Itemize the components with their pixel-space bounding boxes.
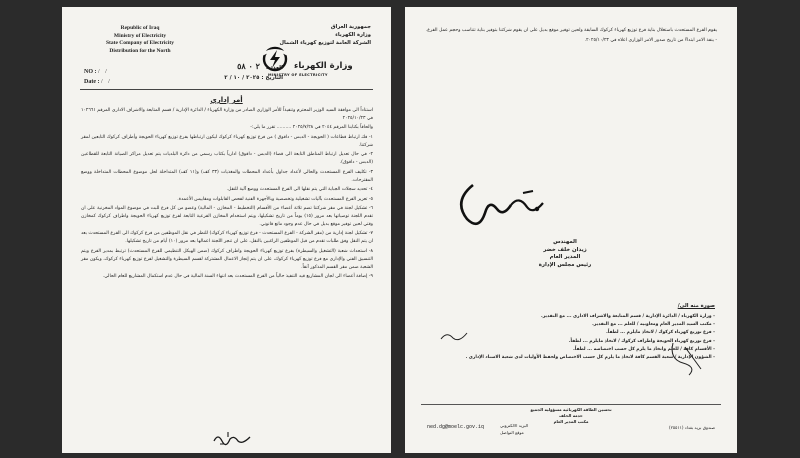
letterhead-line: Republic of Iraq bbox=[120, 25, 160, 31]
signatory-role-2: رئيس مجلس الإدارة bbox=[538, 261, 592, 268]
paragraph: ٧- تشكيل لجنة إدارية من (مقر الشركة - الفرع المستحدث - فرع توزيع كهرباء كركوك) للنظر في نقل الموظفين من فرع كركوك الى الفرع المستحدث بعد ان يتم النقل وفق طلبات تقدم من قبل الموظفين الراغبين بالنقل، على ان تنجز اللجنة اعمالها بعد مرور (١٠) أيام من تاريخ تشكيلها. bbox=[81, 231, 373, 245]
email-label: البريد الالكتروني bbox=[500, 423, 529, 428]
ref-label: العدد : bbox=[265, 65, 283, 71]
date-label: Date : bbox=[84, 79, 100, 85]
arabic-reference-number bbox=[237, 61, 283, 71]
list-item: - الأقسام كافة / للعلم واتخاذ ما يلزم كل حسب اختصاصه ... لطفاً. bbox=[573, 346, 715, 352]
paragraph: ٤- تحديد سجلات الجباية التي يتم نقلها الى الفرع المستحدث ووضع آلية للنقل. bbox=[226, 187, 373, 193]
footer-divider bbox=[421, 404, 721, 405]
brand-name-arabic: وزارة الكهرباء bbox=[294, 61, 353, 71]
letterhead-line: وزارة الكهرباء bbox=[335, 32, 371, 38]
signatory-title: المهندس bbox=[553, 239, 577, 245]
letter-page-1 bbox=[62, 7, 391, 453]
letterhead-line: الشركة العامة لتوزيع كهرباء الشمال bbox=[279, 40, 371, 46]
list-item: - الشؤون الإدارية / شعبة القسم كافة لاتخاذ ما يلزم كل حسب الاختصاص ولحفظ الأوليات لدى شعبة الاسناد الإداري . bbox=[465, 355, 715, 361]
paragraph: ٥- تعزيز الفرع المستحدث بآليات تشغيلية وتخصصية وبالأجهزة الفنية لفحص القابلوات ومقاييس الأعمدة. bbox=[177, 196, 373, 202]
date-ar-value: ٢٠٢٥ / ١٠ / ٢ bbox=[224, 75, 260, 81]
letterhead-line: Ministry of Electricity bbox=[113, 32, 167, 39]
order-body bbox=[81, 107, 373, 283]
ref-value: ٢ ٠ ٥٨ bbox=[237, 61, 260, 71]
list-item: - وزارة الكهرباء / الدائرة الإدارية / قسم المتابعة والاشراف الاداري ... مع التقدير. bbox=[541, 314, 715, 319]
po-box: صندوق بريد بغداد (٢٥٥١١) bbox=[668, 425, 715, 430]
no-value: / / bbox=[98, 69, 109, 75]
contact-email[interactable]: ned.dg@moelc.gov.iq bbox=[427, 424, 485, 430]
paragraph: ٢- في حال تعديل ارتباط المناطق التابعة الى قضاء (الدبس - داقوق) ادارياً بكتاب رسمي من دائرة البلديات يتم تعديل مراكز الصيانة التابعة للقطاعين (الدبس - داقوق). bbox=[81, 152, 373, 166]
paragraph: والحاقاً بكتابنا المرقم ٢٠٤٤ في ٢٠٢٥/٧/٢٨ .......... تقرر ما يلي:- bbox=[250, 125, 373, 131]
continuation-text bbox=[425, 27, 717, 47]
document-subject: أمر إداري bbox=[210, 96, 243, 104]
paragraph: ١- فك ارتباط قطاعات ( الحويجة - الدبس - داقوق ) من فرع توزيع كهرباء كركوك ليكون ارتباطها بفرع توزيع كهرباء الحويجة وأطراف كركوك التابعين لمقر شركتنا. bbox=[81, 134, 373, 148]
reference-number-field bbox=[84, 69, 109, 75]
letter-page-2 bbox=[405, 7, 737, 453]
signatory-block bbox=[505, 239, 625, 269]
no-label: NO : bbox=[84, 69, 97, 75]
handwritten-note-icon bbox=[439, 329, 469, 343]
handwritten-mark-icon bbox=[667, 339, 711, 379]
paragraph: - ينفذ الامر ابتداءً من تاريخ صدور الامر الوزاري اعلاه في ٢٠٢٥/١٠/٢٣. bbox=[584, 38, 717, 43]
signatory-name: زيدان خلف خضر bbox=[543, 246, 587, 253]
website-label: موقع التواصل bbox=[500, 430, 524, 435]
list-item: - فرع توزيع كهرباء الحويجة واطراف كركوك / لاتخاذ مايلزم ... لطفاً. bbox=[568, 338, 715, 344]
arabic-letterhead bbox=[261, 23, 371, 47]
paragraph: يقوم الفرع المستحدث باستغلال بناية فرع توزيع كهرباء كركوك السابقة ولحين توفير موقع بديل على ان يقوم شركتنا بتوفير بناية تتناسب وحجم عمل الفرع. bbox=[425, 28, 717, 33]
signatory-role: المدير العام bbox=[549, 254, 581, 261]
date-value: / / bbox=[101, 79, 112, 85]
letterhead-line: State Company of Electricity bbox=[106, 40, 174, 46]
brand-name-english: MINISTRY OF ELECTRICITY bbox=[268, 73, 328, 77]
footer-line: تحسين الطاقة الكهربائية مسؤولية الجميع bbox=[530, 407, 612, 412]
date-ar-label: التاريخ : bbox=[261, 75, 283, 81]
paragraph: ٨- استحداث شعبة (التشغيل والسيطرة) بفرع توزيع كهرباء الحويجة واطراف كركوك (ضمن الهيكل التنظيمي للفرع المستحدث) ترتبط بمدير الفرع ويتم التنسيق الفني والإداري مع فرع توزيع كهرباء كركوك، على ان يتم إنجاز الاعمال المشتركة لقسم السيطرة والتشغيل لفرع توزيع كهرباء كركوك، ويكون مقر الشعبة ضمن مقر القسم المذكور آنفاً. bbox=[81, 248, 373, 270]
list-item: - مكتب السيد المدير العام ومعاونيه / للعلم ... مع التقدير. bbox=[592, 322, 715, 328]
copies-heading: صورة منه الى/ bbox=[677, 303, 715, 309]
list-item: - فرع توزيع كهرباء كركوك / لاتخاذ مايلزم ... لطفاً. bbox=[606, 330, 715, 336]
paragraph: استناداً الى موافقة السيد الوزير المحترم وتنفيذاً للأمر الوزاري الصادر من وزارة الكهرباء / الدائرة الإدارية / قسم المتابعة والاشراف الاداري المرقم ١٠٢٦٦١ في ٢٠٢٥/١٠/٢٣ bbox=[81, 108, 373, 121]
initials-signature-icon bbox=[210, 429, 256, 447]
director-signature-icon bbox=[445, 179, 555, 235]
footer-line: مكتب المدير العام bbox=[553, 419, 589, 424]
footer-line: خدمة الخلف bbox=[559, 413, 583, 418]
footer-slogan bbox=[405, 407, 737, 425]
english-letterhead bbox=[84, 25, 196, 55]
paragraph: ٦- تشكيل لجنة في مقر شركتنا تضم ثلاثة أعضاء من الأقسام (التخطيط - المخازن - المالية) وعضو من كل فرع للبت في موضوع المواد المخزنية على ان تقدم اللجنة توصياتها بعد مرور (١٥) يوماً من تاريخ تشكيلها، ويتم استخدام المخازن الفرعية التابعة لفرع توزيع كهرباء الحويجة واطراف كركوك كمخازن وقتي لحين توفير موقع بديل في حال عدم وجود مانع قانوني. bbox=[81, 206, 374, 227]
paragraph: ٣- تكليف الفرع المستحدث والحالي لأعداد جداول بأعداد المحطات والمغذيات (٣٣ كف) و(١١ كف) المتداخلة لحل موضوع المحطات المتداخلة ووضع المقترحات. bbox=[81, 169, 373, 183]
letterhead-line: Distribution for the North bbox=[109, 47, 171, 54]
header-divider bbox=[80, 89, 373, 90]
date-field bbox=[84, 79, 112, 85]
arabic-date bbox=[224, 75, 283, 81]
letterhead-line: جمهورية العراق bbox=[330, 24, 371, 30]
paragraph: ٩- إضافة أعضاء الى لجان المشاريع قيد التنفيذ حالياً من الفرع المستحدث بعد انتهاء السنة المالية في حال عدم استكمال المشاريع للعام الحالي. bbox=[102, 274, 373, 280]
